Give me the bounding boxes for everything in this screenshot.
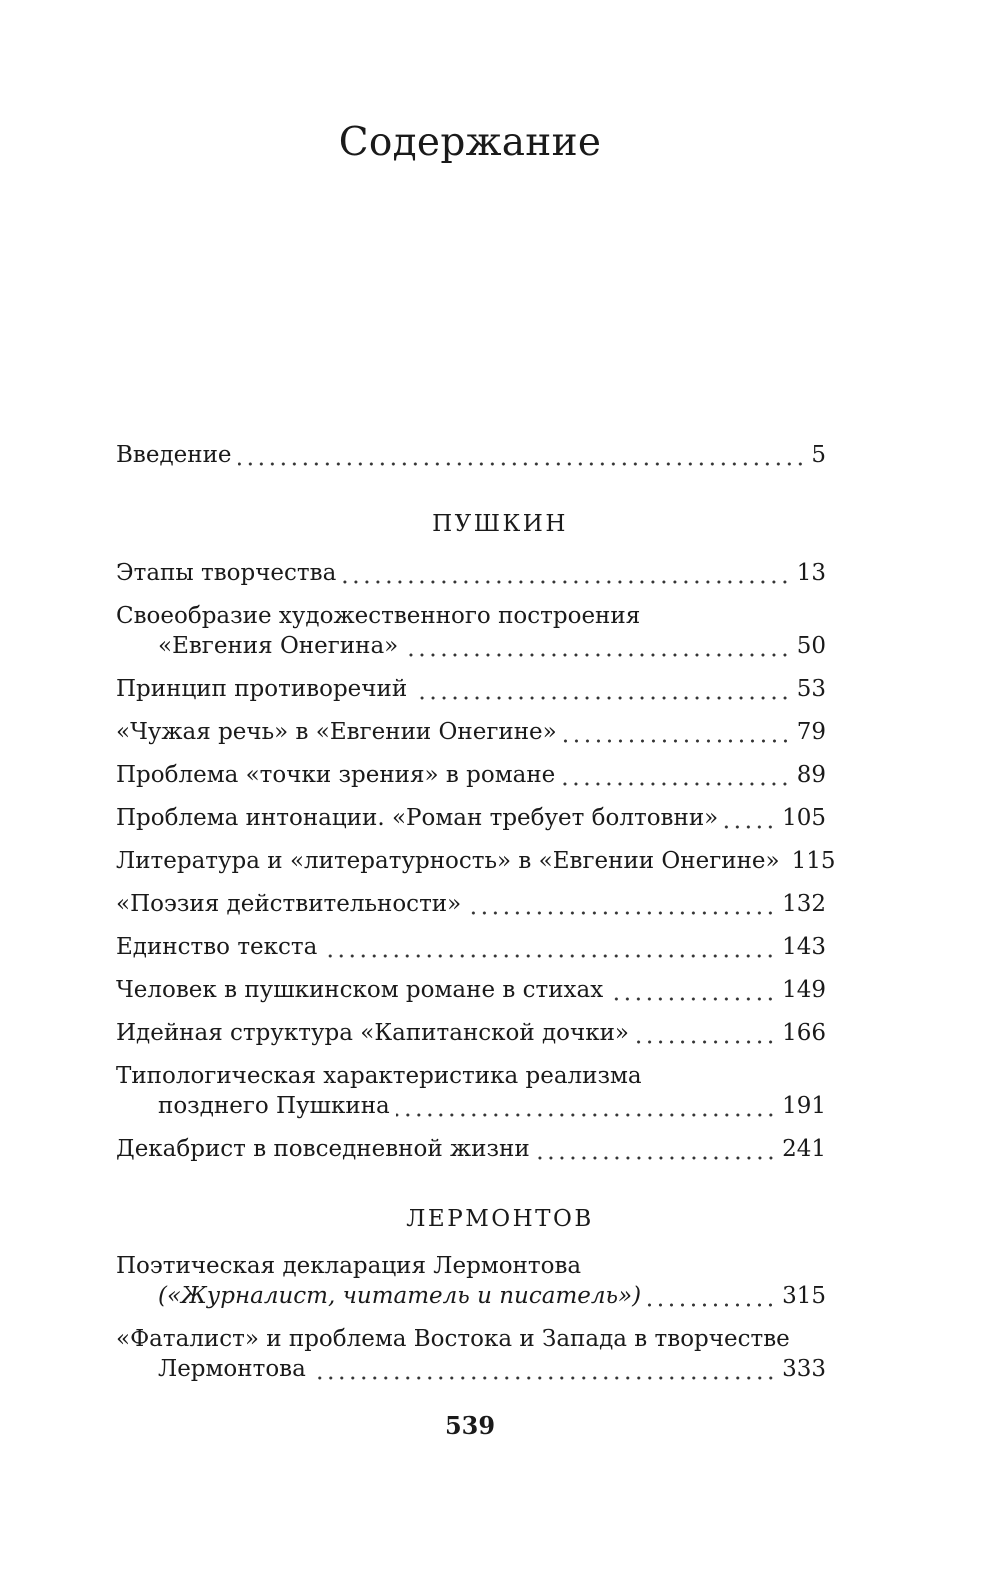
section-heading-pushkin: ПУШКИН: [432, 511, 568, 537]
toc-entry-title: Проблема интонации. «Роман требует болтовни»: [116, 805, 719, 831]
page-number: 539: [444, 1411, 496, 1440]
toc-entry-title: Человек в пушкинском романе в стихах: [116, 977, 604, 1003]
table-of-contents: [116, 0, 836, 1583]
toc-entry-page: 149: [782, 977, 826, 1003]
dot-leader: [312, 1361, 776, 1384]
toc-entry-page: 333: [782, 1356, 826, 1382]
toc-entry[interactable]: [116, 803, 826, 833]
toc-entry[interactable]: [116, 674, 826, 704]
toc-entry-intro[interactable]: [116, 440, 826, 470]
toc-entry[interactable]: [116, 1061, 826, 1121]
dot-leader: [404, 638, 790, 661]
dot-leader: [342, 565, 790, 588]
toc-entry-page: 50: [796, 633, 826, 659]
dot-leader: [561, 767, 790, 790]
toc-entry[interactable]: [116, 717, 826, 747]
toc-entry-page: 13: [796, 560, 826, 586]
toc-entry-title: «Поэзия действительности»: [116, 891, 462, 917]
toc-entry-title: Принцип противоречий: [116, 676, 408, 702]
toc-entry[interactable]: [116, 601, 826, 661]
toc-entry[interactable]: [116, 1018, 826, 1048]
toc-entry[interactable]: [116, 1251, 826, 1311]
toc-entry-title: «Евгения Онегина»: [158, 633, 399, 659]
dot-leader: [396, 1098, 776, 1121]
toc-entry[interactable]: [116, 760, 826, 790]
toc-entry-page: 53: [796, 676, 826, 702]
dot-leader: [536, 1141, 776, 1164]
toc-entry-title: («Журналист, читатель и писатель»): [158, 1283, 642, 1309]
toc-entry-title: Литература и «литературность» в «Евгении Онегине»: [116, 848, 780, 874]
toc-entry[interactable]: [116, 889, 826, 919]
toc-entry-page: 315: [782, 1283, 826, 1309]
toc-entry-title-line1: Типологическая характеристика реализма: [116, 1063, 642, 1089]
dot-leader: [413, 681, 791, 704]
toc-entry-title: Введение: [116, 442, 232, 468]
toc-entry[interactable]: [116, 846, 836, 876]
toc-entry-page: 191: [782, 1093, 826, 1119]
dot-leader: [724, 810, 776, 833]
section-heading-lermontov: ЛЕРМОНТОВ: [406, 1206, 594, 1232]
toc-entry-title: Единство текста: [116, 934, 318, 960]
dot-leader: [467, 896, 776, 919]
toc-entry-page: 132: [782, 891, 826, 917]
page-title: Содержание: [338, 120, 602, 165]
toc-entry-page: 115: [791, 848, 836, 874]
dot-leader: [647, 1288, 776, 1311]
toc-entry-page: 241: [782, 1136, 826, 1162]
dot-leader: [635, 1025, 776, 1048]
toc-entry-title: Этапы творчества: [116, 560, 337, 586]
toc-entry-page: 166: [782, 1020, 826, 1046]
toc-entry[interactable]: [116, 932, 826, 962]
toc-entry-title-line1: «Фаталист» и проблема Востока и Запада в творчестве: [116, 1326, 790, 1352]
toc-entry-page: 143: [782, 934, 826, 960]
toc-entry-page: 89: [796, 762, 826, 788]
toc-entry-page: 5: [811, 442, 826, 468]
toc-entry-title: «Чужая речь» в «Евгении Онегине»: [116, 719, 557, 745]
toc-entry-title-line1: Поэтическая декларация Лермонтова: [116, 1253, 582, 1279]
dot-leader: [323, 939, 776, 962]
toc-entry-title: Проблема «точки зрения» в романе: [116, 762, 556, 788]
toc-entry[interactable]: [116, 1134, 826, 1164]
toc-entry-title: Декабрист в повседневной жизни: [116, 1136, 530, 1162]
toc-entry-title: Идейная структура «Капитанской дочки»: [116, 1020, 630, 1046]
toc-entry[interactable]: [116, 975, 826, 1005]
toc-entry-title: позднего Пушкина: [158, 1093, 390, 1119]
dot-leader: [609, 982, 776, 1005]
toc-entry-page: 105: [782, 805, 826, 831]
toc-entry-page: 79: [796, 719, 826, 745]
dot-leader: [563, 724, 791, 747]
toc-entry-title-line1: Своеобразие художественного построения: [116, 603, 641, 629]
toc-entry[interactable]: [116, 558, 826, 588]
toc-entry[interactable]: [116, 1324, 826, 1384]
toc-entry-title: Лермонтова: [158, 1356, 306, 1382]
dot-leader: [238, 447, 806, 470]
